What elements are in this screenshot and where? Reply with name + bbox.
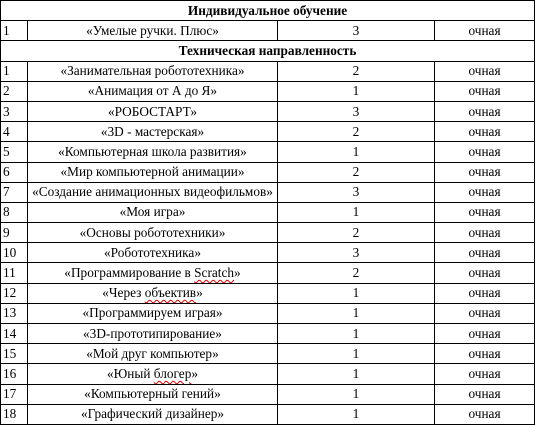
program-name: «Робототехника» (28, 243, 278, 263)
program-name: «Мир компьютерной анимации» (28, 162, 278, 182)
program-value: 3 (278, 182, 435, 202)
program-name: «Программируем играя» (28, 303, 278, 323)
program-value: 2 (278, 61, 435, 81)
study-form: очная (435, 223, 535, 243)
program-name-part: » (196, 285, 203, 301)
study-form: очная (435, 384, 535, 404)
program-name: «Анимация от А до Я» (28, 81, 278, 101)
row-number: 7 (1, 182, 28, 202)
row-number: 10 (1, 243, 28, 263)
table-row (1, 344, 535, 364)
program-value: 3 (278, 21, 435, 41)
row-number: 6 (1, 162, 28, 182)
row-number: 1 (1, 61, 28, 81)
study-form: очная (435, 263, 535, 283)
table-row (1, 21, 535, 41)
table-row (1, 324, 535, 344)
study-form: очная (435, 283, 535, 303)
row-number: 5 (1, 142, 28, 162)
row-number: 4 (1, 122, 28, 142)
program-value: 1 (278, 384, 435, 404)
table-row (1, 202, 535, 222)
program-name-part: «Через (102, 285, 145, 301)
program-value: 2 (278, 162, 435, 182)
table-row (1, 81, 535, 101)
study-form: очная (435, 243, 535, 263)
program-name: «Занимательная робототехника» (28, 61, 278, 81)
table-row (1, 142, 535, 162)
program-name: «Создание анимационных видеофильмов» (28, 182, 278, 202)
program-name (28, 263, 278, 283)
study-form: очная (435, 101, 535, 121)
row-number: 11 (1, 263, 28, 283)
study-form: очная (435, 364, 535, 384)
study-form: очная (435, 182, 535, 202)
program-value: 1 (278, 324, 435, 344)
study-form: очная (435, 21, 535, 41)
table-row (1, 243, 535, 263)
study-form: очная (435, 303, 535, 323)
program-name: «Компьютерная школа развития» (28, 142, 278, 162)
program-value: 2 (278, 223, 435, 243)
program-name: «3D-прототипирование» (28, 324, 278, 344)
study-form: очная (435, 61, 535, 81)
spellcheck-underlined-word: объектив (144, 285, 197, 301)
table-row (1, 283, 535, 303)
program-value: 3 (278, 243, 435, 263)
program-value: 1 (278, 364, 435, 384)
program-value: 2 (278, 263, 435, 283)
row-number: 15 (1, 344, 28, 364)
program-name: «Моя игра» (28, 202, 278, 222)
study-form: очная (435, 344, 535, 364)
study-form: очная (435, 122, 535, 142)
section-title: Техническая направленность (1, 41, 535, 61)
study-form: очная (435, 142, 535, 162)
program-value: 1 (278, 81, 435, 101)
program-name: «Графический дизайнер» (28, 404, 278, 424)
row-number: 12 (1, 283, 28, 303)
table-row (1, 223, 535, 243)
table-row (1, 384, 535, 404)
row-number: 2 (1, 81, 28, 101)
row-number: 8 (1, 202, 28, 222)
section-header-row (1, 41, 535, 61)
program-value: 1 (278, 404, 435, 424)
section-title: Индивидуальное обучение (1, 1, 535, 21)
row-number: 17 (1, 384, 28, 404)
program-name: «Компьютерный гений» (28, 384, 278, 404)
study-form: очная (435, 324, 535, 344)
program-name: «Основы робототехники» (28, 223, 278, 243)
table-row (1, 162, 535, 182)
table-row (1, 404, 535, 424)
section-header-row (1, 1, 535, 21)
study-form: очная (435, 81, 535, 101)
program-value: 1 (278, 283, 435, 303)
program-name: «РОБОСТАРТ» (28, 101, 278, 121)
program-value: 3 (278, 101, 435, 121)
row-number: 13 (1, 303, 28, 323)
table-row (1, 101, 535, 121)
row-number: 14 (1, 324, 28, 344)
program-name-part: » (234, 265, 241, 281)
row-number: 18 (1, 404, 28, 424)
program-value: 1 (278, 303, 435, 323)
study-form: очная (435, 162, 535, 182)
program-name: «Умелые ручки. Плюс» (28, 21, 278, 41)
program-value: 1 (278, 142, 435, 162)
table-row (1, 182, 535, 202)
program-name (28, 283, 278, 303)
program-name (28, 364, 278, 384)
study-form: очная (435, 404, 535, 424)
table-row (1, 303, 535, 323)
table-row (1, 61, 535, 81)
row-number: 3 (1, 101, 28, 121)
row-number: 1 (1, 21, 28, 41)
program-name-part: «Программирование в (64, 265, 195, 281)
row-number: 16 (1, 364, 28, 384)
table-row (1, 122, 535, 142)
program-name-part: » (191, 365, 198, 381)
program-value: 2 (278, 122, 435, 142)
spellcheck-underlined-word: блогер (153, 365, 192, 381)
program-name-part: «Юный (106, 365, 154, 381)
row-number: 9 (1, 223, 28, 243)
spellcheck-underlined-word: Scratch (194, 265, 235, 281)
program-value: 1 (278, 202, 435, 222)
study-form: очная (435, 202, 535, 222)
program-value: 1 (278, 344, 435, 364)
program-name: «Мой друг компьютер» (28, 344, 278, 364)
program-name: «3D - мастерская» (28, 122, 278, 142)
table-row (1, 364, 535, 384)
table-row (1, 263, 535, 283)
